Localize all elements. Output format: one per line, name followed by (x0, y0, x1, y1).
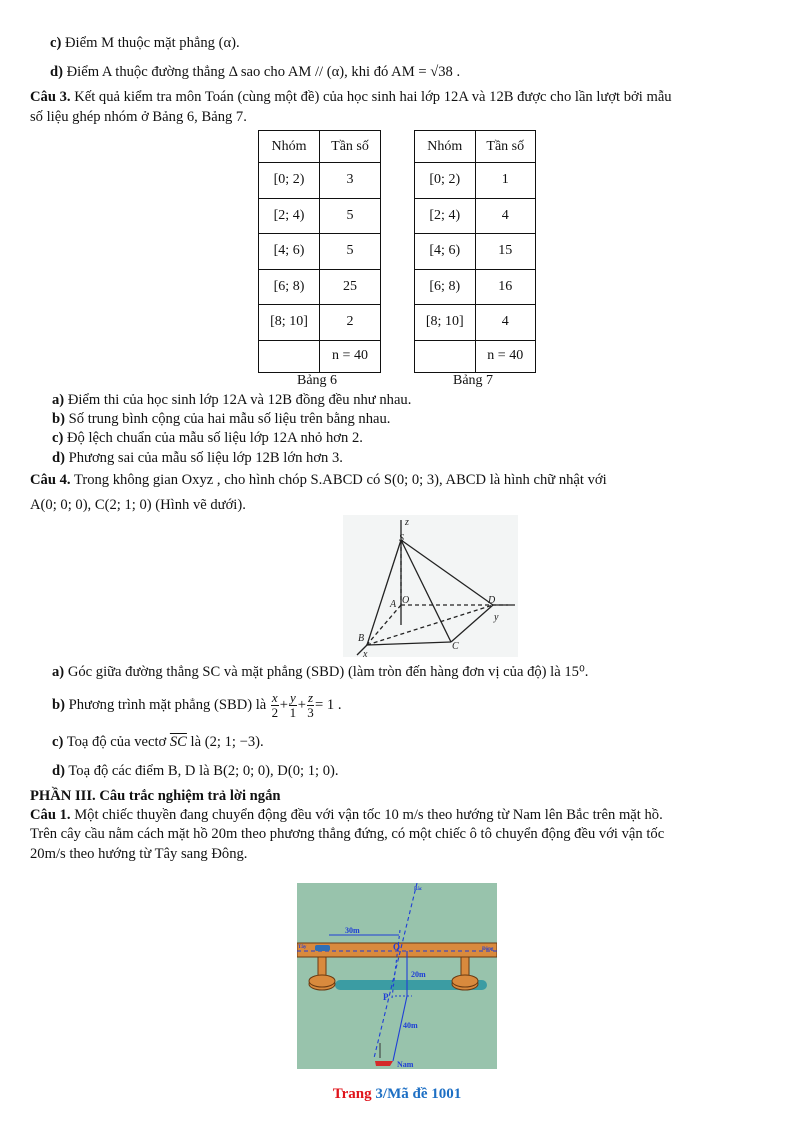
table-caption: Bảng 7 (453, 373, 494, 388)
q4-option-d (52, 762, 339, 780)
label-Q: Q (393, 942, 401, 952)
option-label: d) (52, 450, 65, 466)
table-cell: 25 (320, 269, 381, 305)
table-row (259, 305, 381, 341)
table-cell: n = 40 (475, 340, 536, 372)
option-text: Điểm thi của học sinh lớp 12A và 12B đồng đều như nhau. (67, 392, 412, 408)
q4-option-a (52, 663, 588, 681)
label-P: P (383, 992, 389, 1002)
q2-option-d (50, 63, 460, 81)
p3-q1-line3: 20m/s theo hướng từ Tây sang Đông. (30, 846, 248, 862)
q3-line2: số liệu ghép nhóm ở Bảng 6, Bảng 7. (30, 109, 247, 125)
option-text: Toạ độ các điểm B, D là B(2; 0; 0), D(0; 1; 0). (68, 763, 339, 779)
frequency-table-7 (414, 130, 536, 373)
label-O: O (402, 595, 410, 606)
table-cell: [6; 8) (415, 269, 476, 305)
page-footer (0, 1086, 794, 1103)
question-text: Một chiếc thuyền đang chuyển động đều với vận tốc 10 m/s theo hướng từ Nam lên Bắc trên mặt hồ. (74, 807, 663, 823)
footer-page-label: Trang (332, 1086, 376, 1102)
table-header-row (415, 131, 536, 163)
table-row (415, 340, 536, 372)
table-cell: 4 (475, 198, 536, 234)
option-label: d) (52, 763, 65, 779)
fraction (289, 691, 297, 720)
table-cell: 2 (320, 305, 381, 341)
pyramid-figure (343, 515, 518, 657)
label-B: B (358, 633, 365, 644)
label-west: Tây (298, 945, 307, 950)
table-row (415, 163, 536, 199)
label-40m: 40m (403, 1021, 418, 1030)
footer-exam-code: 3/Mã đề 1001 (375, 1086, 462, 1102)
table-cell (415, 340, 476, 372)
table-cell: 15 (475, 234, 536, 270)
table-row (415, 234, 536, 270)
table-cell: [0; 2) (259, 163, 320, 199)
table-cell: [2; 4) (415, 198, 476, 234)
table-row (415, 198, 536, 234)
fraction (307, 691, 314, 720)
q4-line1 (30, 471, 607, 489)
option-text: Độ lệch chuẩn của mẫu số liệu lớp 12A nhỏ hơn 2. (67, 430, 363, 446)
label-east: Đông (482, 947, 494, 952)
p3-q1-line2: Trên cây cầu nằm cách mặt hồ 20m theo phương thẳng đứng, có một chiếc ô tô chuyển động đều với vận tốc (30, 826, 665, 842)
label-D: D (488, 595, 496, 606)
option-text: Số trung bình cộng của hai mẫu số liệu trên bằng nhau. (68, 411, 391, 427)
option-label: b) (52, 411, 65, 427)
option-text: Phương trình mặt phẳng (SBD) là (68, 697, 270, 713)
q4-option-b (52, 690, 342, 720)
table-row (259, 198, 381, 234)
option-text: là (2; 1; −3). (186, 734, 264, 750)
denominator: 3 (307, 705, 314, 721)
label-C: C (452, 641, 459, 652)
plus-sign: + (297, 697, 306, 713)
table-header-cell: Nhóm (259, 131, 320, 163)
table-header-cell: Tần số (475, 131, 536, 163)
car-icon (315, 945, 330, 951)
table-row (415, 305, 536, 341)
label-x: x (363, 649, 368, 657)
table-header-cell: Tần số (320, 131, 381, 163)
option-text: Góc giữa đường thẳng SC và mặt phẳng (SBD) (làm tròn đến hàng đơn vị của độ) là 15⁰. (67, 664, 589, 680)
label-south: Nam (397, 1060, 414, 1069)
table-cell: 16 (475, 269, 536, 305)
q3-option-c (52, 429, 363, 447)
table-cell (259, 340, 320, 372)
table-cell: [0; 2) (415, 163, 476, 199)
table-cell: 5 (320, 198, 381, 234)
q3-option-b (52, 410, 390, 428)
q2-option-c (50, 34, 240, 52)
option-label: c) (52, 734, 64, 750)
table-caption: Bảng 6 (297, 373, 338, 388)
table-cell: [4; 6) (259, 234, 320, 270)
denominator: 1 (289, 705, 297, 721)
table-cell: [6; 8) (259, 269, 320, 305)
table-row (259, 163, 381, 199)
boat-icon (375, 1061, 393, 1066)
option-text: Toạ độ của vectơ (66, 734, 170, 750)
option-label: a) (52, 664, 65, 680)
fraction (271, 691, 279, 720)
table-cell: [8; 10] (259, 305, 320, 341)
question-label: Câu 3. (30, 89, 71, 105)
question-text: Trong không gian Oxyz , cho hình chóp S.ABCD có S(0; 0; 3), ABCD là hình chữ nhật với (73, 472, 607, 488)
label-A: A (390, 599, 397, 610)
table-cell: 5 (320, 234, 381, 270)
label-S: S (399, 533, 404, 544)
label-30m: 30m (345, 926, 360, 935)
table-cell: 4 (475, 305, 536, 341)
vector-SC: $\overline{SC}$ (169, 734, 187, 750)
label-z: z (405, 517, 409, 528)
option-label: c) (50, 35, 62, 51)
question-label: Câu 1. (30, 807, 71, 823)
table-cell: [2; 4) (259, 198, 320, 234)
label-y: y (494, 612, 499, 623)
table-row (259, 269, 381, 305)
q3-option-d (52, 449, 343, 467)
numerator: x (271, 690, 278, 706)
p3-q1-line1 (30, 806, 663, 824)
question-label: Câu 4. (30, 472, 71, 488)
table-row (415, 269, 536, 305)
q3-line1 (30, 88, 672, 106)
option-text: Phương sai của mẫu số liệu lớp 12B lớn hơn 3. (68, 450, 343, 466)
table-cell: 1 (475, 163, 536, 199)
bridge-boat-figure (297, 883, 497, 1069)
question-text: Kết quả kiểm tra môn Toán (cùng một đề) của học sinh hai lớp 12A và 12B được cho lần lượt bởi mẫu (74, 89, 672, 105)
label-north: Bắc (414, 887, 423, 892)
q4-line2: A(0; 0; 0), C(2; 1; 0) (Hình vẽ dưới). (30, 497, 246, 513)
option-text: Điểm M thuộc mặt phẳng (α). (65, 35, 240, 51)
option-label: d) (50, 64, 63, 80)
q4-option-c (52, 733, 264, 751)
equation-tail: = 1 . (315, 697, 342, 713)
table-header-row (259, 131, 381, 163)
section-heading: PHẦN III. Câu trắc nghiệm trả lời ngắn (30, 788, 281, 804)
table-cell: n = 40 (320, 340, 381, 372)
q3-option-a (52, 391, 411, 409)
frequency-table-6 (258, 130, 381, 373)
numerator: y (289, 690, 296, 706)
option-label: a) (52, 392, 65, 408)
option-label: c) (52, 430, 64, 446)
table-cell: [8; 10] (415, 305, 476, 341)
numerator: z (307, 690, 314, 706)
table-cell: [4; 6) (415, 234, 476, 270)
label-20m: 20m (411, 970, 426, 979)
table-row (259, 340, 381, 372)
table-header-cell: Nhóm (415, 131, 476, 163)
table-row (259, 234, 381, 270)
plus-sign: + (279, 697, 288, 713)
option-label: b) (52, 697, 65, 713)
table-cell: 3 (320, 163, 381, 199)
option-text: Điểm A thuộc đường thẳng Δ sao cho AM // (α), khi đó AM = √38 . (66, 64, 461, 80)
denominator: 2 (271, 705, 279, 721)
